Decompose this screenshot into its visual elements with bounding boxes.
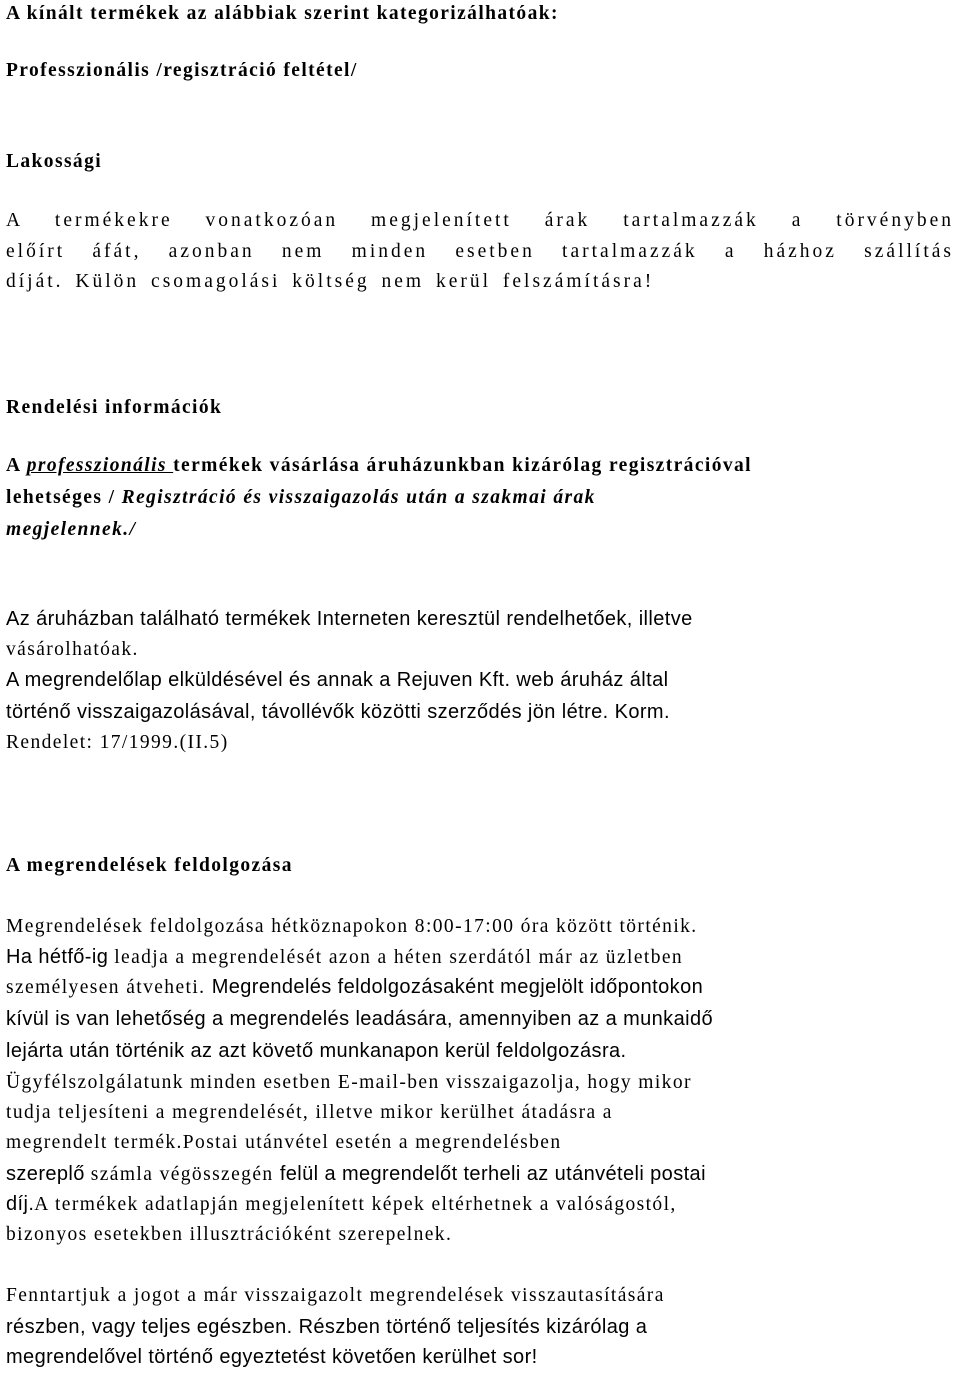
ordering-heading: Rendelési információk xyxy=(6,397,223,418)
processing-line-7: tudja teljesíteni a megrendelését, illetve mikor kerülhet átadásra a xyxy=(6,1102,613,1123)
processing-line-3-a: személyesen átveheti. xyxy=(6,977,212,998)
reservation-line-1: Fenntartjuk a jogot a már visszaigazolt megrendelések visszautasítására xyxy=(6,1285,665,1306)
processing-heading: A megrendelések feldolgozása xyxy=(6,855,293,876)
ordering-line-1-c: termékek vásárlása áruházunkban kizárólag regisztrációval xyxy=(173,455,752,476)
processing-line-2 xyxy=(6,943,954,972)
processing-line-10 xyxy=(6,1190,954,1219)
processing-line-11: bizonyos esetekben illusztrációként szerepelnek. xyxy=(6,1224,453,1245)
ordering-line-2-a: lehetséges / xyxy=(6,487,122,508)
processing-line-10-b: A termékek adatlapján megjelenített képek eltérhetnek a valóságostól, xyxy=(34,1194,677,1215)
category-professional: Professzionális /regisztráció feltétel/ xyxy=(6,60,358,81)
processing-line-9-a: szereplő xyxy=(6,1163,91,1185)
processing-line-2-a: Ha hétfő-ig xyxy=(6,946,115,968)
processing-line-8: megrendelt termék.Postai utánvétel esetén a megrendelésben xyxy=(6,1132,562,1153)
prices-text-line-2: előírt áfát, azonban nem minden esetben tartalmazzák a házhoz szállítás xyxy=(6,241,954,262)
ordering-line-3: megjelennek./ xyxy=(6,519,137,540)
intro-heading: A kínált termékek az alábbiak szerint kategorizálhatóak: xyxy=(6,3,559,24)
ordering-p2-line-4: történő visszaigazolásával, távollévők közötti szerződés jön létre. Korm. xyxy=(6,701,670,723)
category-residential: Lakossági xyxy=(6,151,103,172)
processing-line-1: Megrendelések feldolgozása hétköznapokon 8:00-17:00 óra között történik. xyxy=(6,916,698,937)
ordering-p2-line-5: Rendelet: 17/1999.(II.5) xyxy=(6,732,229,753)
reservation-line-3: megrendelővel történő egyeztetést követően kerülhet sor! xyxy=(6,1346,538,1368)
ordering-p2-line-2: vásárolhatóak. xyxy=(6,639,139,660)
processing-line-4: kívül is van lehetőség a megrendelés leadására, amennyiben az a munkaidő xyxy=(6,1008,713,1030)
ordering-line-2 xyxy=(6,484,954,512)
processing-line-10-a: díj. xyxy=(6,1193,35,1215)
processing-line-9-c: felül a megrendelőt terheli az utánvételi postai xyxy=(279,1163,706,1185)
prices-text-line-3: díját. Külön csomagolási költség nem kerül felszámításra! xyxy=(6,271,655,292)
prices-text-line-1: A termékekre vonatkozóan megjelenített árak tartalmazzák a törvényben xyxy=(6,210,954,231)
ordering-p2-line-3: A megrendelőlap elküldésével és annak a Rejuven Kft. web áruház által xyxy=(6,669,669,691)
ordering-line-1 xyxy=(6,452,954,480)
processing-line-5: lejárta után történik az azt követő munkanapon kerül feldolgozásra. xyxy=(6,1040,627,1062)
processing-line-9-b: számla végösszegén xyxy=(90,1164,280,1185)
processing-line-3 xyxy=(6,973,954,1002)
professional-link-text: professzionális xyxy=(26,455,174,476)
ordering-p2-line-1: Az áruházban található termékek Interneten keresztül rendelhetőek, illetve xyxy=(6,608,693,630)
ordering-line-2-b: Regisztráció és visszaigazolás után a szakmai árak xyxy=(121,487,596,508)
reservation-line-2: részben, vagy teljes egészben. Részben történő teljesítés kizárólag a xyxy=(6,1316,648,1338)
processing-line-9 xyxy=(6,1160,954,1189)
processing-line-3-b: Megrendelés feldolgozásaként megjelölt időpontokon xyxy=(211,976,704,998)
processing-line-6: Ügyfélszolgálatunk minden esetben E-mail-ben visszaigazolja, hogy mikor xyxy=(6,1072,692,1093)
processing-line-2-b: leadja a megrendelését azon a héten szerdától már az üzletben xyxy=(114,947,684,968)
ordering-line-1-a: A xyxy=(6,455,27,476)
